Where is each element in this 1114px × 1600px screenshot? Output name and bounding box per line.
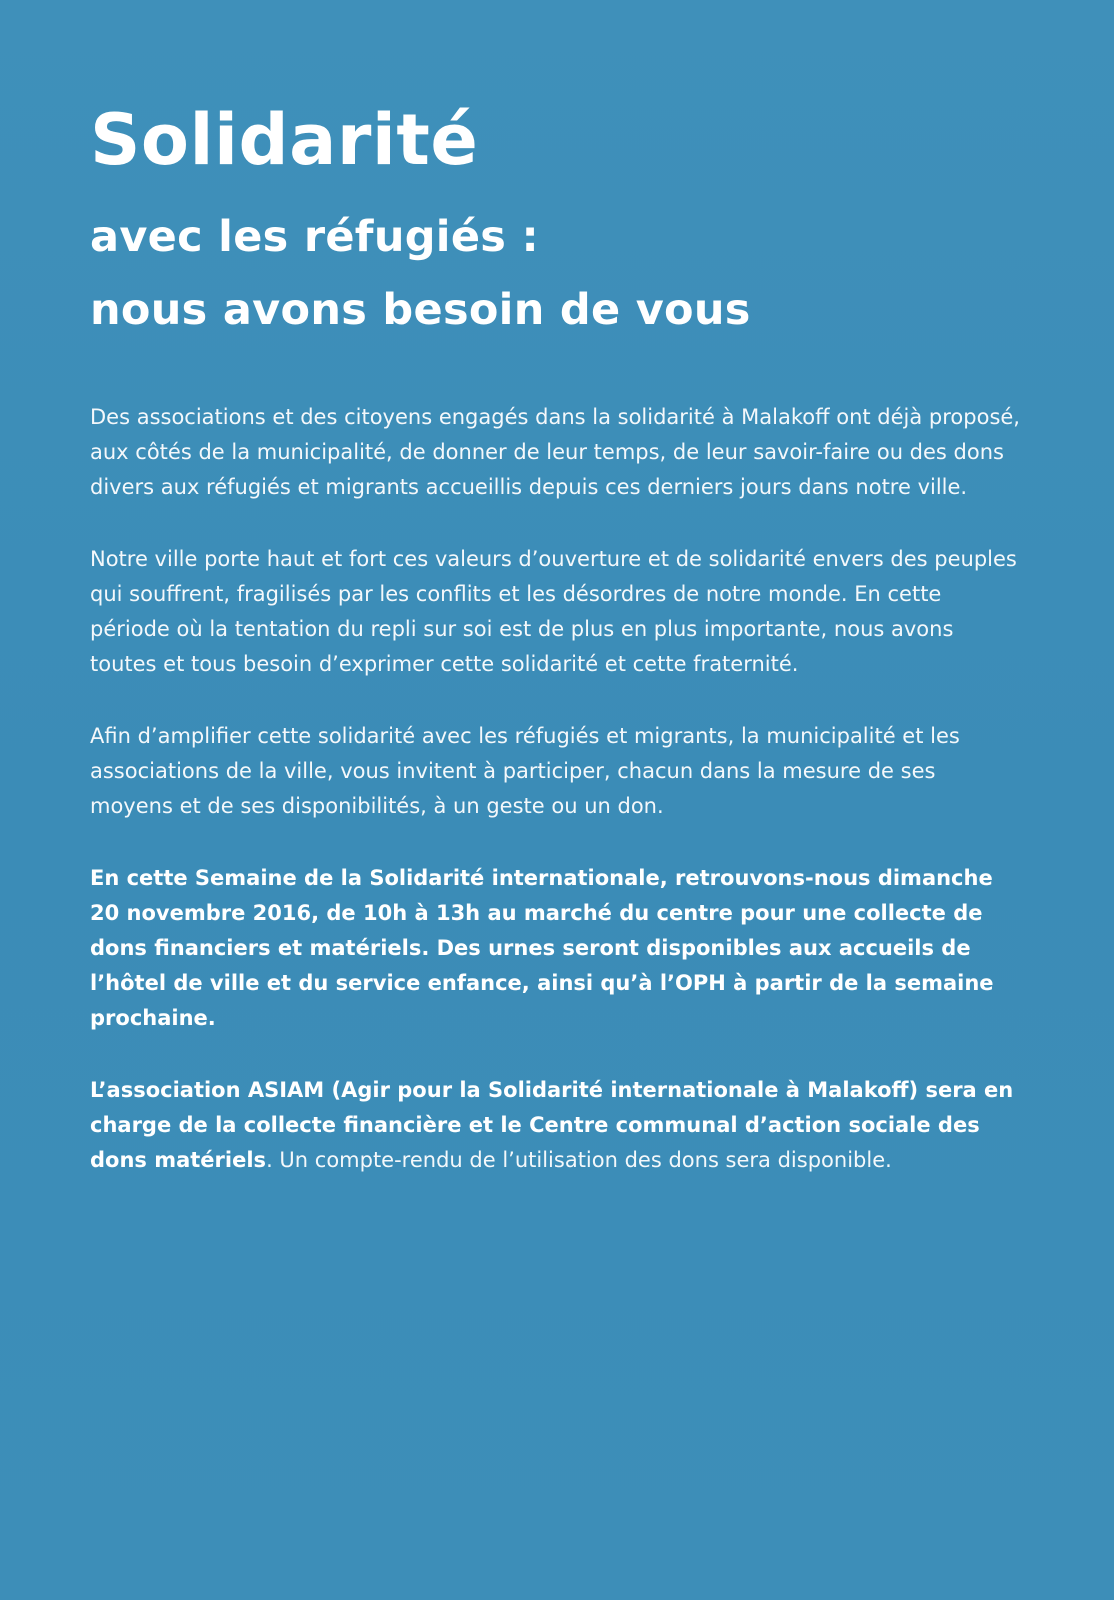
page-title: Solidarité [90, 99, 479, 181]
body-text [90, 400, 1020, 1215]
paragraph-asiam [90, 1073, 1020, 1178]
paragraph-event: En cette Semaine de la Solidarité internationale, retrouvons-nous dimanche 20 novembre 2016, de 10h à 13h au marché du centre pour une collecte de dons financiers et matériels. Des urnes seront disponibles aux accueils de l’hôtel de ville et du service enfance, ainsi qu’à l’OPH à partir de la semaine prochaine. [90, 866, 994, 1030]
paragraph-values: Notre ville porte haut et fort ces valeurs d’ouverture et de solidarité envers des peuples qui souffrent, fragilisés par les conflits et les désordres de notre monde. En cette période où la tentation du repli sur soi est de plus en plus importante, nous avons toutes et tous besoin d’exprimer cette solidarité et cette fraternité. [90, 547, 1017, 676]
subtitle-line-2: nous avons besoin de vous [90, 285, 751, 335]
paragraph-invitation: Afin d’amplifier cette solidarité avec les réfugiés et migrants, la municipalité et les associations de la ville, vous invitent à participer, chacun dans la mesure de ses moyens et de ses disponibilités, à un geste ou un don. [90, 724, 960, 818]
asiam-acronym-expansion: (Agir pour la Solidarité internationale à Malakoff) [324, 1078, 926, 1102]
asiam-name: L’association ASIAM [90, 1078, 325, 1102]
asiam-report-note: . Un compte-rendu de l’utilisation des dons sera disponible. [266, 1148, 892, 1172]
subtitle-line-1: avec les réfugiés : [90, 212, 539, 262]
asiam-role: sera en charge de la collecte financière et le Centre communal d’action sociale des dons matériels [90, 1078, 1014, 1172]
paragraph-intro: Des associations et des citoyens engagés dans la solidarité à Malakoff ont déjà proposé, aux côtés de la municipalité, de donner de leur temps, de leur savoir-faire ou des dons divers aux réfugiés et migrants accueillis depuis ces derniers jours dans notre ville. [90, 405, 1020, 499]
